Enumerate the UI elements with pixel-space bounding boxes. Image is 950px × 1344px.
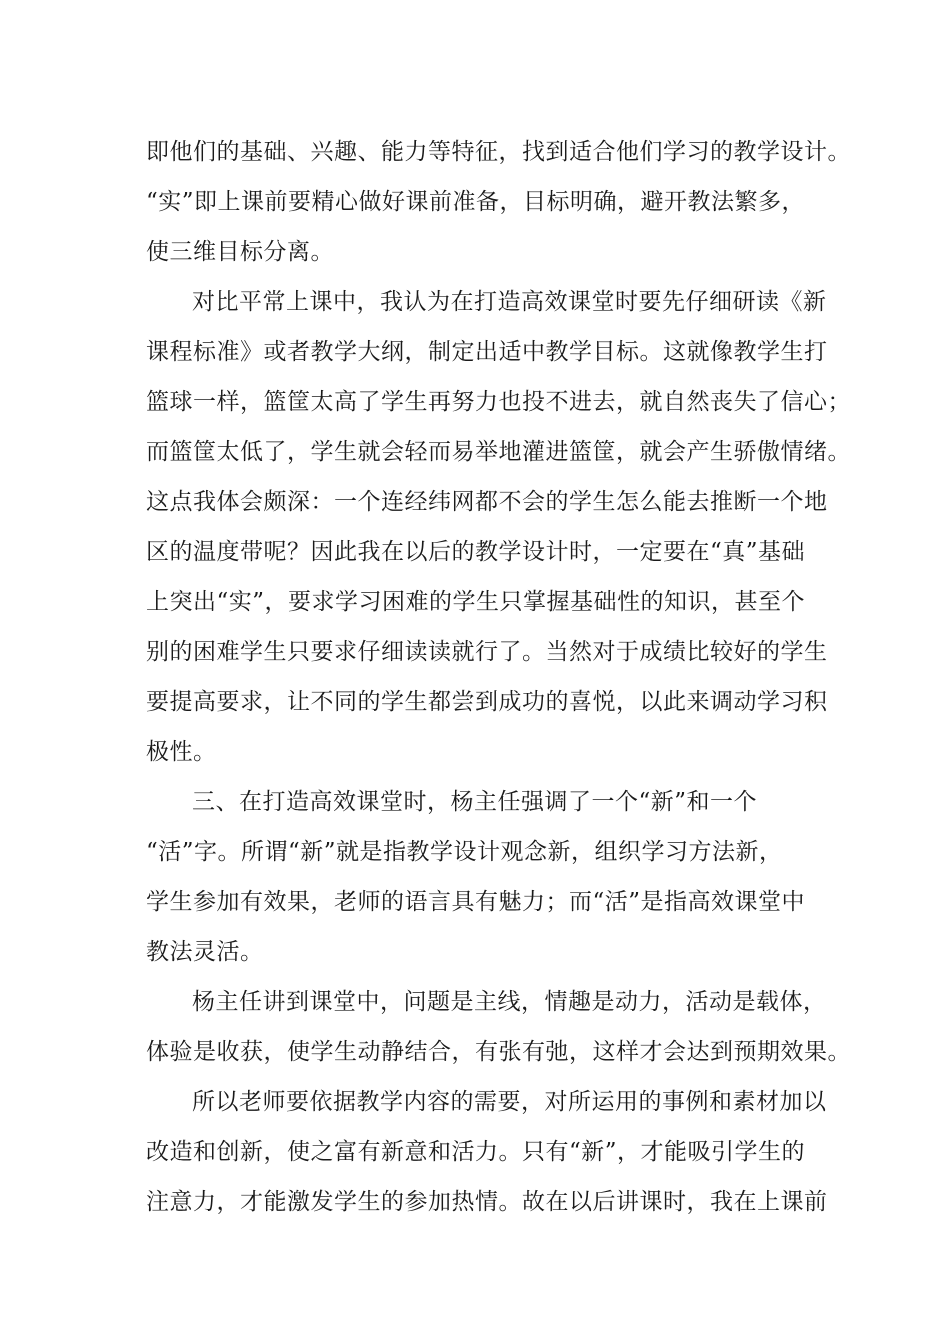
text-line: 体验是收获，使学生动静结合，有张有弛，这样才会达到预期效果。 [146, 1039, 851, 1065]
text-line: 而篮筐太低了，学生就会轻而易举地灌进篮筐，就会产生骄傲情绪。 [146, 439, 851, 465]
text-line: 别的困难学生只要求仔细读读就行了。当然对于成绩比较好的学生 [146, 639, 828, 665]
text-line: “活”字。所谓“新”就是指教学设计观念新，组织学习方法新， [146, 839, 783, 865]
text-line: 课程标准》或者教学大纲，制定出适中教学目标。这就像教学生打 [146, 339, 828, 365]
text-line: 改造和创新，使之富有新意和活力。只有“新”，才能吸引学生的 [146, 1139, 806, 1165]
text-line: 区的温度带呢？因此我在以后的教学设计时，一定要在“真”基础 [146, 539, 806, 565]
text-line: 上突出“实”，要求学习困难的学生只掌握基础性的知识，甚至个 [146, 589, 806, 615]
text-line: 学生参加有效果，老师的语言具有魅力；而“活”是指高效课堂中 [146, 889, 806, 915]
text-line: 这点我体会颇深：一个连经纬网都不会的学生怎么能去推断一个地 [146, 489, 828, 515]
text-line: “实”即上课前要精心做好课前准备，目标明确，避开教法繁多， [146, 189, 806, 215]
text-line: 极性。 [146, 739, 217, 765]
text-line: 对比平常上课中，我认为在打造高效课堂时要先仔细研读《新 [192, 289, 827, 315]
text-line: 即他们的基础、兴趣、能力等特征，找到适合他们学习的教学设计。 [146, 139, 851, 165]
text-line: 所以老师要依据教学内容的需要，对所运用的事例和素材加以 [192, 1089, 827, 1115]
text-line: 注意力，才能激发学生的参加热情。故在以后讲课时，我在上课前 [146, 1189, 828, 1215]
text-line: 教法灵活。 [146, 939, 264, 965]
text-line: 杨主任讲到课堂中，问题是主线，情趣是动力，活动是载体， [192, 989, 827, 1015]
text-line: 三、在打造高效课堂时，杨主任强调了一个“新”和一个 [192, 789, 758, 815]
text-line: 使三维目标分离。 [146, 239, 334, 265]
text-line: 要提高要求，让不同的学生都尝到成功的喜悦，以此来调动学习积 [146, 689, 828, 715]
text-line: 篮球一样，篮筐太高了学生再努力也投不进去，就自然丧失了信心； [146, 389, 851, 415]
